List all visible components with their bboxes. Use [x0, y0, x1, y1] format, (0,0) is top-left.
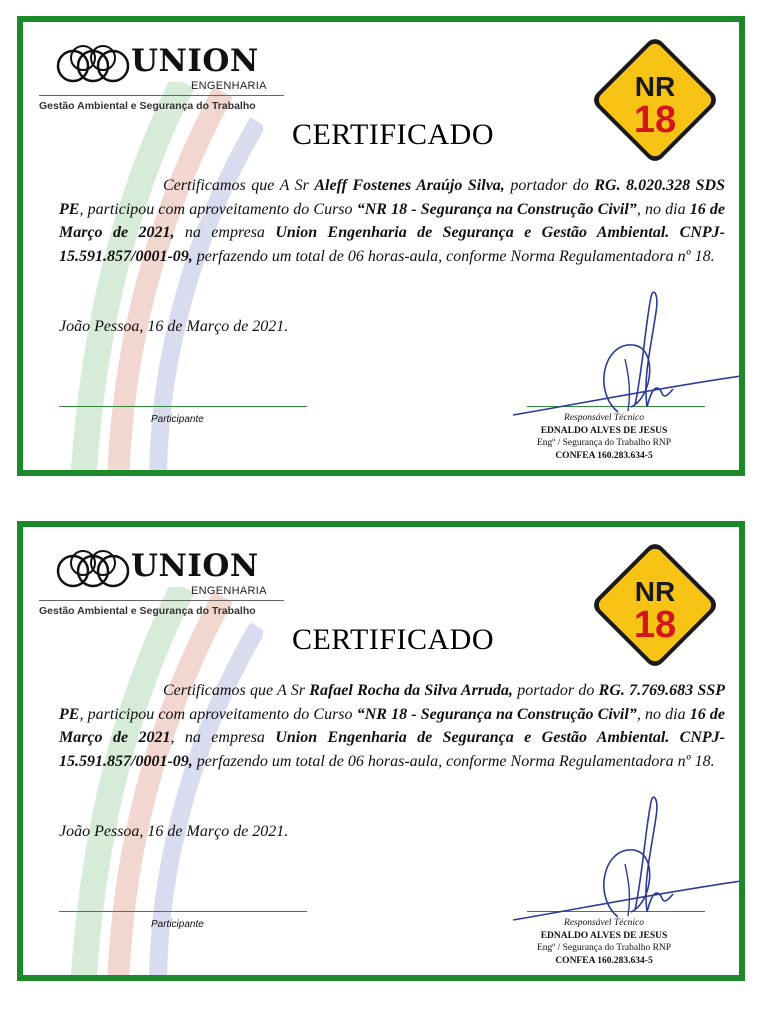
responsible-block: [499, 412, 709, 462]
certificate-title: CERTIFICADO: [291, 623, 495, 656]
responsible-name: EDNALDO ALVES DE JESUS: [540, 930, 668, 941]
logo-divider: [39, 95, 284, 96]
badge-line2: 18: [633, 99, 677, 141]
participant-name: Rafael Rocha da Silva Arruda,: [309, 682, 513, 699]
participant-rg: RG. 7.769.683 SSP PE: [59, 682, 726, 723]
union-logo: [39, 549, 309, 621]
company-name: Union Engenharia de Segurança e Gestão Ambiental. CNPJ- 15.591.857/0001-09,: [59, 729, 726, 770]
certificate-1: [17, 16, 745, 476]
participant-signature-line: [59, 406, 307, 407]
responsible-role: Engº / Segurança do Trabalho RNP: [536, 438, 672, 448]
logo-subtitle: ENGENHARIA: [191, 585, 267, 597]
responsible-confea: CONFEA 160.283.634-5: [555, 450, 653, 461]
logo-name: UNION: [131, 548, 259, 584]
company-name: Union Engenharia de Segurança e Gestão Ambiental. CNPJ- 15.591.857/0001-09,: [59, 224, 726, 265]
responsible-title: Responsável Técnico: [564, 413, 644, 423]
course-name: “NR 18 - Segurança na Construção Civil”: [356, 705, 637, 723]
responsible-confea: CONFEA 160.283.634-5: [555, 955, 653, 966]
certificate-title: CERTIFICADO: [291, 118, 495, 151]
rings-icon: [53, 44, 133, 92]
course-date: 16 de Março de 2021,: [59, 200, 726, 241]
certificate-body: Certificamos que A Sr Rafael Rocha da Silva Arruda, portador do RG. 7.769.683 SSP PE, participou com aproveitamento do Curso “NR 18 - Segurança na Construção Civil”, no dia 16 de Março de 2021, na empresa Union Engenharia de Segurança e Gestão Ambiental. CNPJ- 15.591.857/0001-09, perfazendo um total de 06 horas-aula, conforme Norma Regulamentadora nº 18.: [59, 682, 726, 770]
certificate-2: [17, 521, 745, 981]
body-text-1: Certificamos que A Sr: [163, 682, 310, 699]
responsible-title: Responsável Técnico: [564, 918, 644, 928]
union-logo: [39, 44, 309, 116]
place-date: João Pessoa, 16 de Março de 2021.: [59, 318, 289, 335]
badge-line2: 18: [633, 604, 677, 646]
logo-subtitle: ENGENHARIA: [191, 80, 267, 92]
logo-name: UNION: [131, 43, 259, 79]
handwritten-signature-icon: [513, 287, 745, 432]
place-date: João Pessoa, 16 de Março de 2021.: [59, 823, 289, 840]
participant-name: Aleff Fostenes Araújo Silva,: [314, 177, 505, 194]
responsible-role: Engº / Segurança do Trabalho RNP: [536, 943, 672, 953]
responsible-block: [499, 917, 709, 967]
participant-label: Participante: [151, 919, 204, 930]
logo-tagline: Gestão Ambiental e Segurança do Trabalho: [39, 605, 256, 617]
participant-rg: RG. 8.020.328 SDS PE: [59, 177, 726, 218]
badge-line1: NR: [634, 576, 676, 607]
participant-label: Participante: [151, 414, 204, 425]
body-text-1: Certificamos que A Sr: [163, 177, 315, 194]
certificate-body: Certificamos que A Sr Aleff Fostenes Araújo Silva, portador do RG. 8.020.328 SDS PE, participou com aproveitamento do Curso “NR 18 - Segurança na Construção Civil”, no dia 16 de Março de 2021, na empresa Union Engenharia de Segurança e Gestão Ambiental. CNPJ- 15.591.857/0001-09, perfazendo um total de 06 horas-aula, conforme Norma Regulamentadora nº 18.: [59, 177, 726, 265]
handwritten-signature-icon: [513, 792, 745, 937]
rings-icon: [53, 549, 133, 597]
course-date: 16 de Março de 2021: [59, 705, 726, 746]
logo-tagline: Gestão Ambiental e Segurança do Trabalho: [39, 100, 256, 112]
logo-divider: [39, 600, 284, 601]
participant-signature-line: [59, 911, 307, 912]
responsible-name: EDNALDO ALVES DE JESUS: [540, 425, 668, 436]
course-name: “NR 18 - Segurança na Construção Civil”: [356, 200, 637, 218]
badge-line1: NR: [634, 71, 676, 102]
